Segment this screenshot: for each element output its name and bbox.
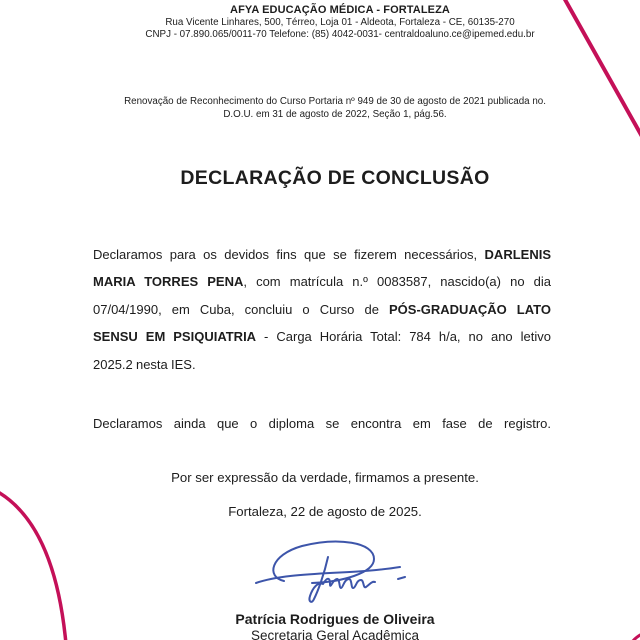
student-name: MARIA TORRES PENA: [93, 274, 244, 290]
student-name: DARLENIS: [484, 247, 551, 262]
declaration-line: [93, 268, 551, 295]
ordinance-line-1: Renovação de Reconhecimento do Curso Portaria nº 949 de 30 de agosto de 2021 publicada no.: [124, 96, 546, 107]
line-text: Declaramos para os devidos fins que se fizerem necessários,: [93, 247, 485, 262]
signatory-name: Patrícia Rodrigues de Oliveira: [235, 611, 435, 627]
handwritten-signature: [250, 535, 410, 609]
line-text: - Carga Horária Total: 784 h/a, no ano letivo: [256, 329, 551, 345]
ordinance-note: [30, 96, 640, 121]
document-title: DECLARAÇÃO DE CONCLUSÃO: [180, 167, 490, 189]
line-text: 2025.2 nesta IES.: [93, 356, 196, 372]
line-text: , com matrícula n.º 0083587, nascido(a) no dia: [243, 274, 551, 290]
signatory-role: Secretaria Geral Acadêmica: [250, 628, 420, 640]
declaration-line: [93, 323, 551, 350]
signature-area: [250, 535, 410, 609]
declaration-line: [93, 241, 551, 268]
course-name: SENSU EM PSIQUIATRIA: [93, 329, 257, 345]
letterhead: [40, 5, 640, 40]
declaration-line: [93, 296, 551, 323]
ordinance-line-2: D.O.U. em 31 de agosto de 2022, Seção 1, pág.56.: [223, 108, 447, 120]
declaration-paragraph: [93, 241, 551, 378]
registry-note: Declaramos ainda que o diploma se encontra em fase de registro.: [93, 416, 551, 431]
institution-name: AFYA EDUCAÇÃO MÉDICA - FORTALEZA: [230, 4, 450, 16]
course-name: PÓS-GRADUAÇÃO LATO: [389, 301, 551, 317]
declaration-line: [93, 351, 551, 378]
signature-dash: [398, 577, 405, 579]
institution-address: Rua Vicente Linhares, 500, Térreo, Loja 01 - Aldeota, Fortaleza - CE, 60135-270: [165, 16, 515, 28]
line-text: 07/04/1990, em Cuba, concluiu o Curso de: [93, 301, 389, 317]
place-date-line: Fortaleza, 22 de agosto de 2025.: [228, 504, 422, 519]
institution-contact: CNPJ - 07.890.065/0011-70 Telefone: (85) 4042-0031- centraldoaluno.ce@ipemed.edu.br: [145, 28, 535, 40]
truth-statement: Por ser expressão da verdade, firmamos a presente.: [171, 470, 479, 485]
signature-underline: [256, 567, 400, 583]
